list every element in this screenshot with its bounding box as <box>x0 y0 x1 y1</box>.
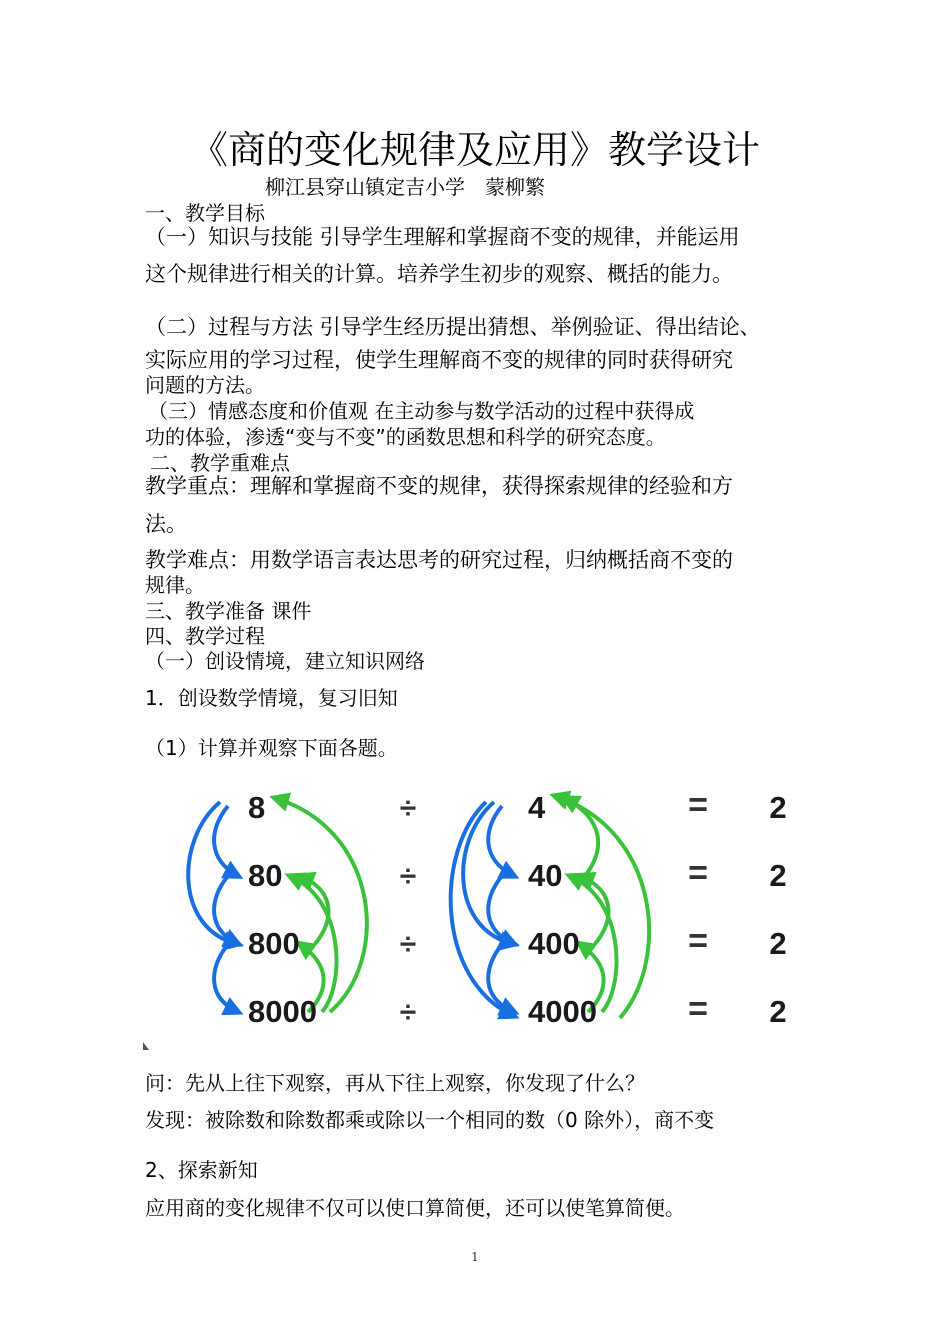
key-point-line2: 法。 <box>145 512 187 536</box>
divisor-value: 40 <box>528 858 563 893</box>
step2-heading: 2、探索新知 <box>145 1158 258 1182</box>
equals-sign: = <box>688 990 708 1028</box>
page-number: 1 <box>471 1250 479 1264</box>
step1-subheading: 1．创设数学情境，复习旧知 <box>145 686 398 710</box>
question-line: 问：先从上往下观察，再从下往上观察，你发现了什么？ <box>145 1071 645 1095</box>
quotient-rule-diagram <box>140 780 820 1055</box>
down-arrows-right <box>451 802 514 1016</box>
dividend-value: 8000 <box>248 994 317 1029</box>
divide-sign: ÷ <box>399 860 417 893</box>
equals-sign: = <box>688 922 708 960</box>
goal-process-line3: 问题的方法。 <box>145 373 265 397</box>
goal-knowledge-line2: 这个规律进行相关的计算。培养学生初步的观察、概括的能力。 <box>145 262 733 286</box>
goal-knowledge-line1: （一）知识与技能 引导学生理解和掌握商不变的规律，并能运用 <box>145 225 740 249</box>
goal-attitude-line2: 功的体验，渗透“变与不变”的函数思想和科学的研究态度。 <box>145 425 666 449</box>
dividend-value: 800 <box>248 926 300 961</box>
goal-process-line2: 实际应用的学习过程，使学生理解商不变的规律的同时获得研究 <box>145 348 733 372</box>
quotient-value: 2 <box>769 994 787 1029</box>
dividend-value: 8 <box>248 790 266 825</box>
dividend-value: 80 <box>248 858 283 893</box>
process-heading: 四、教学过程 <box>145 624 265 648</box>
down-arrow <box>451 802 514 1016</box>
equals-sign: = <box>688 786 708 824</box>
step2-text: 应用商的变化规律不仅可以使口算简便，还可以使笔算简便。 <box>145 1196 685 1220</box>
divisor-value: 4 <box>528 790 546 825</box>
quotient-value: 2 <box>769 858 787 893</box>
page-title: 《商的变化规律及应用》教学设计 <box>189 128 760 172</box>
down-arrows-left <box>188 802 238 1012</box>
key-point-line1: 教学重点：理解和掌握商不变的规律，获得探索规律的经验和方 <box>145 474 733 498</box>
corner-mark <box>143 1042 149 1050</box>
author-byline: 柳江县穿山镇定吉小学 蒙柳繁 <box>265 175 545 199</box>
goal-process-line1: （二）过程与方法 引导学生经历提出猜想、举例验证、得出结论、 <box>145 315 761 339</box>
preparation-line: 三、教学准备 课件 <box>145 599 312 623</box>
key-difficulty-heading: 二、教学重难点 <box>150 451 290 475</box>
down-arrow <box>214 806 238 876</box>
step1-heading: （一）创设情境，建立知识网络 <box>145 649 425 673</box>
goals-heading: 一、教学目标 <box>145 201 265 225</box>
up-arrows-left <box>275 798 367 1012</box>
quotient-value: 2 <box>769 926 787 961</box>
divide-sign: ÷ <box>399 928 417 961</box>
divisor-value: 400 <box>528 926 580 961</box>
down-arrow <box>214 944 238 1012</box>
up-arrows-right <box>555 796 649 1018</box>
equals-sign: = <box>688 854 708 892</box>
divide-sign: ÷ <box>399 996 417 1029</box>
step1-task: （1）计算并观察下面各题。 <box>145 736 398 760</box>
difficulty-line2: 规律。 <box>145 573 205 597</box>
down-arrow <box>488 806 514 876</box>
difficulty-line1: 教学难点：用数学语言表达思考的研究过程，归纳概括商不变的 <box>145 548 733 572</box>
divide-sign: ÷ <box>399 792 417 825</box>
goal-attitude-line1: （三）情感态度和价值观 在主动参与数学活动的过程中获得成 <box>148 399 695 423</box>
finding-line: 发现：被除数和除数都乘或除以一个相同的数（0 除外），商不变 <box>145 1108 715 1132</box>
quotient-value: 2 <box>769 790 787 825</box>
divisor-value: 4000 <box>528 994 597 1029</box>
